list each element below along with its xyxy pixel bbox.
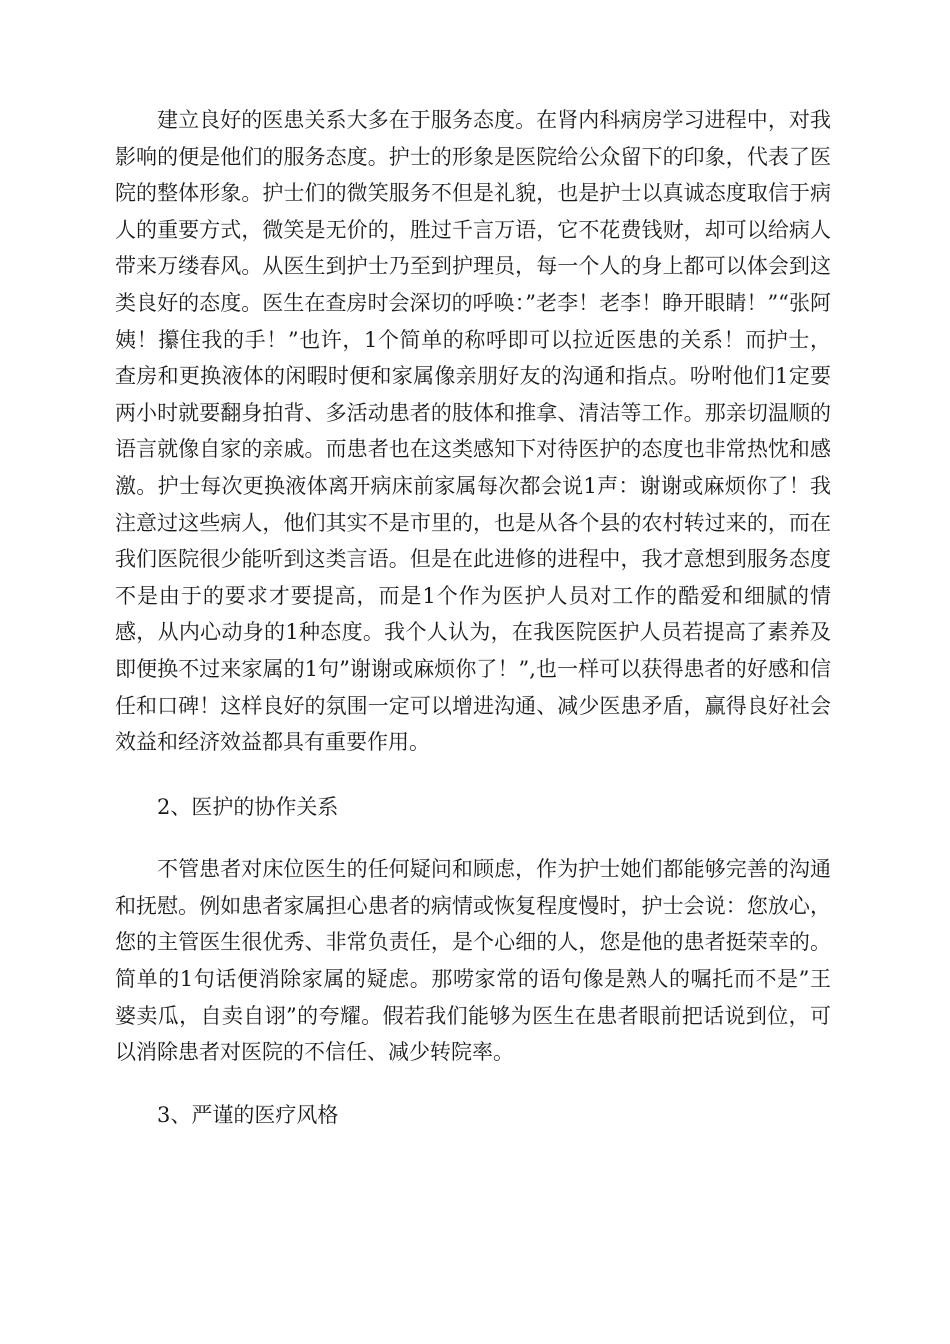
section-heading: 3、严谨的医疗风格 — [157, 1102, 339, 1127]
body-paragraph: 建立良好的医患关系大多在于服务态度。在肾内科病房学习进程中，对我影响的便是他们的服务态度。护士的形象是医院给公众留下的印象，代表了医院的整体形象。护士们的微笑服务不但是礼貌，也是护士以真诚态度取信于病人的重要方式，微笑是无价的，胜过千言万语，它不花费钱财，却可以给病人带来万缕春风。从医生到护士乃至到护理员，每一个人的身上都可以体会到这类良好的态度。医生在查房时会深切的呼唤：”老李！老李！睁开眼睛！”“张阿姨！攥住我的手！”也许，1个简单的称呼即可以拉近医患的关系！而护士，查房和更换液体的闲暇时便和家属像亲朋好友的沟通和指点。吩咐他们1定要两小时就要翻身拍背、多活动患者的肢体和推拿、清洁等工作。那亲切温顺的语言就像自家的亲戚。而患者也在这类感知下对待医护的态度也非常热忱和感激。护士每次更换液体离开病床前家属每次都会说1声：谢谢或麻烦你了！我注意过这些病人，他们其实不是市里的，也是从各个县的农村转过来的，而在我们医院很少能听到这类言语。但是在此进修的进程中，我才意想到服务态度不是由于的要求才要提高，而是1个作为医护人员对工作的酷爱和细腻的情感，从内心动身的1种态度。我个人认为，在我医院医护人员若提高了素养及即便换不过来家属的1句”谢谢或麻烦你了！”,也一样可以获得患者的好感和信任和口碑！这样良好的氛围一定可以增进沟通、减少医患矛盾，赢得良好社会效益和经济效益都具有重要作用。 — [115, 108, 831, 755]
body-paragraph: 不管患者对床位医生的任何疑问和顾虑，作为护士她们都能够完善的沟通和抚慰。例如患者家属担心患者的病情或恢复程度慢时，护士会说：您放心，您的主管医生很优秀、非常负责任，是个心细的人，您是他的患者挺荣幸的。简单的1句话便消除家属的疑虑。那唠家常的语句像是熟人的嘱托而不是”王婆卖瓜，自卖自诩”的夸耀。假若我们能够为医生在患者眼前把话说到位，可以消除患者对医院的不信任、减少转院率。 — [115, 857, 831, 1065]
document-page — [115, 102, 831, 1133]
section-heading: 2、医护的协作关系 — [157, 794, 339, 819]
